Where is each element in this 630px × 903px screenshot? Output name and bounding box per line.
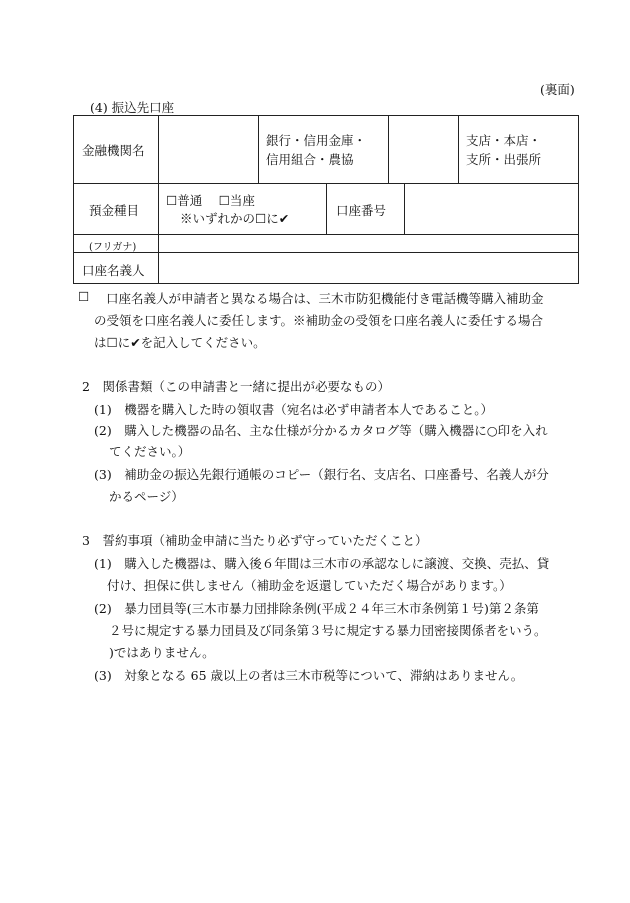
- section3-item2-line1: (2) 暴力団員等(三木市暴力団排除条例(平成２４年三木市条例第１号)第２条第: [94, 601, 539, 616]
- branch-type-line1: 支店・本店・: [466, 133, 542, 148]
- consent-line3: は☐に✔を記入してください。: [94, 335, 266, 350]
- furigana-field[interactable]: [159, 235, 578, 252]
- bank-type-line1: 銀行・信用金庫・: [266, 133, 367, 148]
- deposit-type-label: 預金種目: [89, 203, 140, 218]
- account-holder-label: 口座名義人: [82, 263, 145, 278]
- section2-item1: (1) 機器を購入した時の領収書（宛名は必ず申請者本人であること。）: [94, 402, 493, 417]
- consent-line2: の受領を口座名義人に委任します。※補助金の受領を口座名義人に委任する場合: [94, 313, 544, 328]
- furigana-label: (フリガナ): [89, 242, 137, 253]
- section2-item3-line1: (3) 補助金の振込先銀行通帳のコピー（銀行名、支店名、口座番号、名義人が分: [94, 467, 549, 482]
- consent-checkbox[interactable]: ☐: [78, 289, 90, 304]
- section3-item1-line1: (1) 購入した機器は、購入後６年間は三木市の承認なしに譲渡、交換、売払、貸: [94, 556, 550, 571]
- bank-name-field[interactable]: [159, 116, 258, 183]
- section3-item2-line2: ２号に規定する暴力団員及び同条第３号に規定する暴力団密接関係者をいう。: [109, 623, 547, 638]
- section3-item2-line3: )ではありません。: [109, 645, 215, 660]
- page-side-label: (裏面): [540, 82, 575, 97]
- branch-name-field[interactable]: [389, 116, 458, 183]
- section3-item3: (3) 対象となる 65 歳以上の者は三木市税等について、滞納はありません。: [94, 668, 524, 683]
- section2-item2-line2: てください。）: [109, 444, 191, 459]
- account-holder-field[interactable]: [159, 253, 578, 283]
- section2-item2-line1: (2) 購入した機器の品名、主な仕様が分かるカタログ等（購入機器に○印を入れ: [94, 423, 548, 438]
- account-number-field[interactable]: [405, 184, 578, 234]
- branch-type-line2: 支所・出張所: [466, 152, 542, 167]
- bank-type-line2: 信用組合・農協: [266, 152, 354, 167]
- section3-title: 3 誓約事項（補助金申請に当たり必ず守っていただくこと）: [82, 533, 428, 548]
- deposit-type-note: ※いずれかの☐に✔: [180, 211, 290, 226]
- section3-item1-line2: 付け、担保に供しません（補助金を返還していただく場合があります。）: [107, 578, 512, 593]
- consent-line1: 口座名義人が申請者と異なる場合は、三木市防犯機能付き電話機等購入補助金: [106, 291, 544, 306]
- deposit-type-options[interactable]: ☐普通 ☐当座: [166, 193, 255, 208]
- section2-title: 2 関係書類（この申請書と一緒に提出が必要なもの）: [82, 379, 390, 394]
- account-number-label: 口座番号: [336, 203, 387, 218]
- bank-name-label: 金融機関名: [82, 143, 145, 158]
- section-title-bank-account: (4) 振込先口座: [90, 100, 175, 115]
- section2-item3-line2: かるページ）: [109, 489, 184, 504]
